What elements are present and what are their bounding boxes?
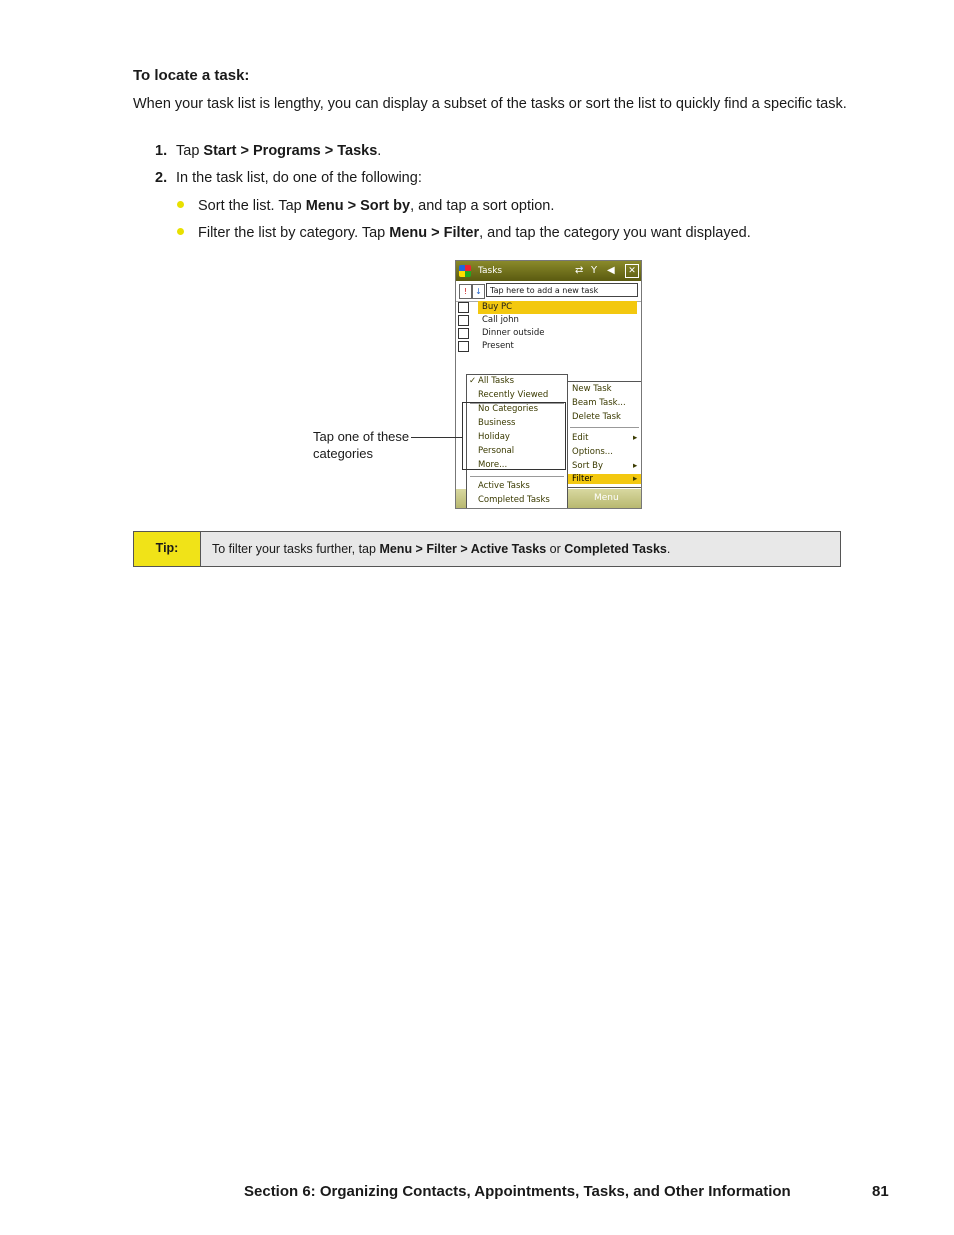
task-checkbox[interactable] [458,328,469,339]
submenu-arrow-icon: ▸ [633,461,638,471]
bullet-sort: Sort the list. Tap Menu > Sort by, and tap a sort option. [177,198,554,214]
menu-item-beam-task[interactable]: Beam Task... [572,398,626,408]
task-checkbox[interactable] [458,315,469,326]
menu-separator [570,427,639,428]
low-priority-icon[interactable]: ↓ [472,284,485,299]
menu-item-business[interactable]: Business [478,418,516,428]
menu-item-holiday[interactable]: Holiday [478,432,510,442]
menu-item-delete-task[interactable]: Delete Task [572,412,621,422]
task-checkbox[interactable] [458,341,469,352]
step-number: 1. [155,143,168,159]
menu-item-new-task[interactable]: New Task [572,384,612,394]
tasks-screenshot [455,260,642,509]
callout-leader-line [411,437,462,438]
tip-box [133,531,841,567]
main-menu [566,381,642,488]
page-number: 81 [872,1183,889,1200]
submenu-arrow-icon: ▸ [633,474,638,484]
add-task-row [456,281,641,302]
menu-item-more[interactable]: More... [478,460,508,470]
menu-softkey[interactable]: Menu [594,493,619,503]
connectivity-icon[interactable]: ⇄ [575,265,584,276]
callout-label: Tap one of these categories [313,429,410,461]
priority-icon[interactable]: ! [459,284,472,299]
menu-item-personal[interactable]: Personal [478,446,515,456]
callout-highlight-box [462,402,566,470]
menu-item-active-tasks[interactable]: Active Tasks [478,481,530,491]
menu-item-filter[interactable]: Filter [567,474,642,484]
menu-item-options[interactable]: Options... [572,447,613,457]
bullet-filter: Filter the list by category. Tap Menu > Filter, and tap the category you want displayed. [177,225,751,241]
signal-icon[interactable]: Y [591,265,598,276]
footer-section-title: Section 6: Organizing Contacts, Appointments, Tasks, and Other Information [244,1183,791,1200]
submenu-arrow-icon: ▸ [633,433,638,443]
task-row[interactable]: Present [456,340,641,353]
tip-text: To filter your tasks further, tap Menu > Filter > Active Tasks or Completed Tasks. [212,542,671,556]
task-checkbox[interactable] [458,302,469,313]
bullet-dot [177,201,184,208]
menu-separator [470,476,564,477]
menu-item-sort-by[interactable]: Sort By [572,461,603,471]
task-row[interactable]: Buy PC [456,301,641,314]
menu-item-completed-tasks[interactable]: Completed Tasks [478,495,550,505]
menu-item-all-tasks[interactable]: All Tasks [478,376,515,386]
bullet-dot [177,228,184,235]
title-bar [456,261,641,281]
task-row[interactable]: Call john [456,314,641,327]
volume-icon[interactable]: ◀ [607,265,615,276]
menu-item-edit[interactable]: Edit [572,433,589,443]
step-number: 2. [155,170,168,186]
close-icon[interactable]: ✕ [625,264,639,278]
tip-label: Tip: [134,532,201,566]
checkmark-icon: ✓ [469,376,477,386]
section-heading: To locate a task: [133,67,250,84]
intro-paragraph: When your task list is lengthy, you can display a subset of the tasks or sort the list to quickly find a specific task. [133,96,847,112]
step-1: 1. Tap Start > Programs > Tasks. [155,143,382,159]
add-task-input[interactable]: Tap here to add a new task [486,283,638,297]
windows-start-icon[interactable] [459,265,471,277]
step-2: 2. In the task list, do one of the following: [155,170,422,186]
task-row[interactable]: Dinner outside [456,327,641,340]
menu-item-recently-viewed[interactable]: Recently Viewed [478,390,549,400]
menu-item-no-categories[interactable]: No Categories [478,404,539,414]
window-title: Tasks [478,266,503,276]
